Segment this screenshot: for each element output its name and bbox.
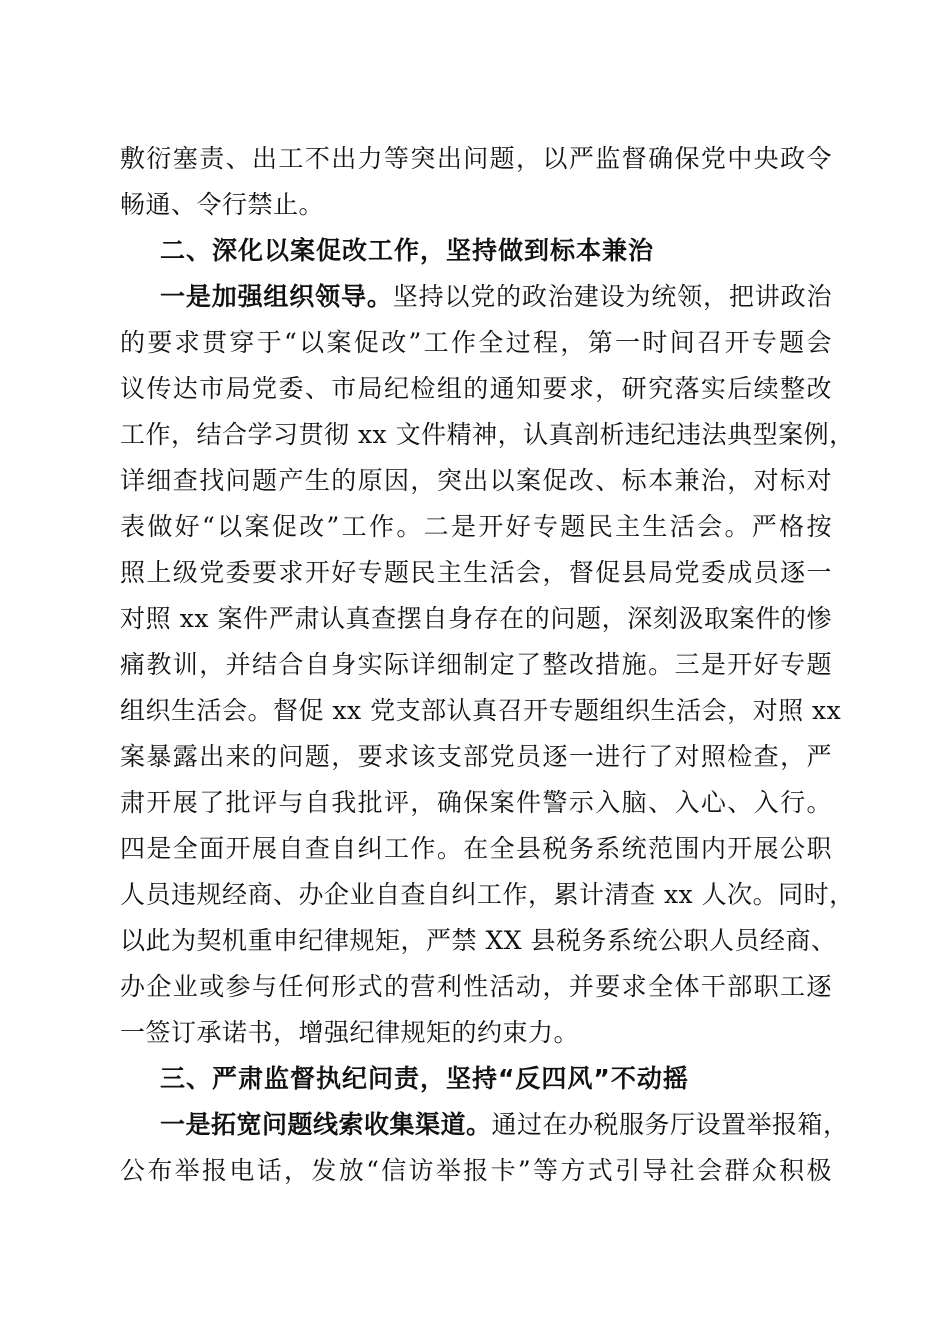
text-line: 敷衍塞责、出工不出力等突出问题，以严监督确保党中央政令 <box>120 144 832 173</box>
text-line: 详细查找问题产生的原因，突出以案促改、标本兼治，对标对 <box>120 466 832 495</box>
text-line: 的要求贯穿于“以案促改”工作全过程，第一时间召开专题会 <box>120 328 832 357</box>
text-line: 表做好“以案促改”工作。二是开好专题民主生活会。严格按 <box>120 512 832 541</box>
text-line: 照上级党委要求开好专题民主生活会，督促县局党委成员逐一 <box>120 558 832 587</box>
text-line <box>160 274 832 320</box>
lead-phrase: 一是加强组织领导。 <box>160 282 393 311</box>
text-fragment: 坚持以党的政治建设为统领，把讲政治 <box>392 282 832 311</box>
text-line: 畅通、令行禁止。 <box>120 190 325 219</box>
text-line: 案暴露出来的问题，要求该支部党员逐一进行了对照检查，严 <box>120 742 832 771</box>
text-line: 工作，结合学习贯彻 xx 文件精神，认真剖析违纪违法典型案例， <box>120 420 855 449</box>
text-line: 对照 xx 案件严肃认真查摆自身存在的问题，深刻汲取案件的惨 <box>120 604 832 633</box>
lead-phrase: 一是拓宽问题线索收集渠道。 <box>160 1110 492 1139</box>
text-line: 痛教训，并结合自身实际详细制定了整改措施。三是开好专题 <box>120 650 832 679</box>
text-fragment: 通过在办税服务厅设置举报箱， <box>491 1110 849 1139</box>
text-line: 以此为契机重申纪律规矩，严禁 XX 县税务系统公职人员经商、 <box>120 926 837 955</box>
text-line: 四是全面开展自查自纠工作。在全县税务系统范围内开展公职 <box>120 834 832 863</box>
section-heading-3: 三、严肃监督执纪问责，坚持“反四风”不动摇 <box>160 1064 689 1093</box>
text-line: 人员违规经商、办企业自查自纠工作，累计清查 xx 人次。同时， <box>120 880 855 909</box>
text-line: 公布举报电话，发放“信访举报卡”等方式引导社会群众积极 <box>120 1156 832 1185</box>
text-line: 议传达市局党委、市局纪检组的通知要求，研究落实后续整改 <box>120 374 832 403</box>
text-line: 组织生活会。督促 xx 党支部认真召开专题组织生活会，对照 xx <box>120 696 842 725</box>
text-line: 一签订承诺书，增强纪律规矩的约束力。 <box>120 1018 580 1047</box>
text-line <box>160 1102 849 1148</box>
text-line: 办企业或参与任何形式的营利性活动，并要求全体干部职工逐 <box>120 972 832 1001</box>
section-heading-2: 二、深化以案促改工作，坚持做到标本兼治 <box>160 236 655 265</box>
text-line: 肃开展了批评与自我批评，确保案件警示入脑、入心、入行。 <box>120 788 832 817</box>
